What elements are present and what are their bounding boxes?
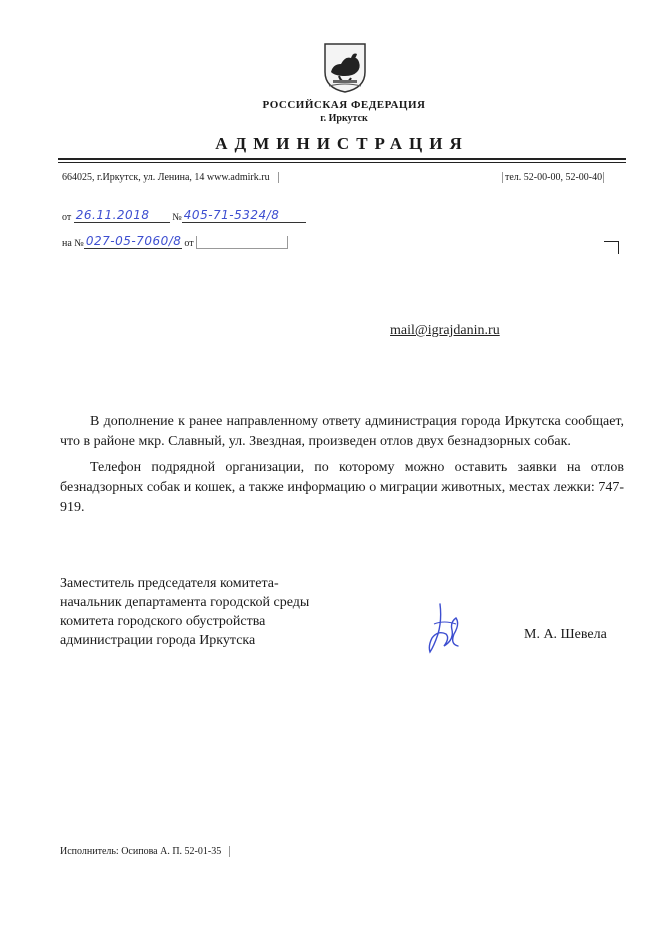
divider-mark: [278, 172, 279, 183]
registration-ref-row: [62, 236, 288, 249]
number-value: 405-71-5324/8: [183, 208, 280, 222]
number-prefix: №: [172, 212, 182, 223]
contact-address: [62, 172, 279, 183]
executor-line: [60, 846, 230, 857]
address-block-corner: [604, 241, 619, 254]
position-line: администрации города Иркутска: [60, 633, 256, 648]
number-field: [182, 210, 306, 223]
date-prefix: от: [62, 212, 72, 223]
divider-mark: [229, 846, 230, 857]
ref-date-field: [196, 236, 288, 249]
position-line: комитета городского обустройства: [60, 614, 266, 629]
handwritten-signature-icon: [420, 600, 466, 658]
registration-date-row: [62, 210, 306, 223]
body-paragraph: В дополнение к ранее направленному ответу администрация города Иркутска сообщает, что в районе мкр. Славный, ул. Звездная, произведен отлов двух безнадзорных собак.: [60, 414, 624, 449]
country-name: РОССИЙСКАЯ ФЕДЕРАЦИЯ: [262, 99, 426, 111]
position-line: Заместитель председателя комитета-: [60, 576, 279, 591]
executor-text: Исполнитель: Осипова А. П. 52-01-35: [60, 846, 222, 857]
ref-prefix: на №: [62, 238, 84, 249]
date-field: [74, 210, 170, 223]
header-divider-thin: [58, 162, 626, 163]
phones-text: тел. 52-00-00, 52-00-40: [502, 172, 604, 183]
position-line: начальник департамента городской среды: [60, 595, 310, 610]
body-paragraph: Телефон подрядной организации, по которому можно оставить заявки на отлов безнадзорных собак и кошек, а также информацию о миграции животных, местах лежки: 747-919.: [60, 460, 624, 515]
city-name: г. Иркутск: [320, 113, 368, 124]
recipient-email: mail@igrajdanin.ru: [390, 323, 500, 338]
irkutsk-coat-of-arms-icon: [323, 42, 367, 94]
letter-body: [60, 412, 624, 524]
contact-phones: [502, 172, 604, 183]
ref-date-prefix: от: [184, 238, 194, 249]
signer-position: [60, 574, 309, 650]
address-text: 664025, г.Иркутск, ул. Ленина, 14 www.admirk.ru: [62, 172, 270, 183]
date-value: 26.11.2018: [75, 208, 150, 222]
signer-name: М. А. Шевела: [524, 627, 607, 642]
ref-value: 027-05-7060/8: [85, 234, 182, 248]
ref-field: [84, 236, 182, 249]
page-title: АДМИНИСТРАЦИЯ: [215, 134, 469, 153]
header-divider-thick: [58, 158, 626, 160]
